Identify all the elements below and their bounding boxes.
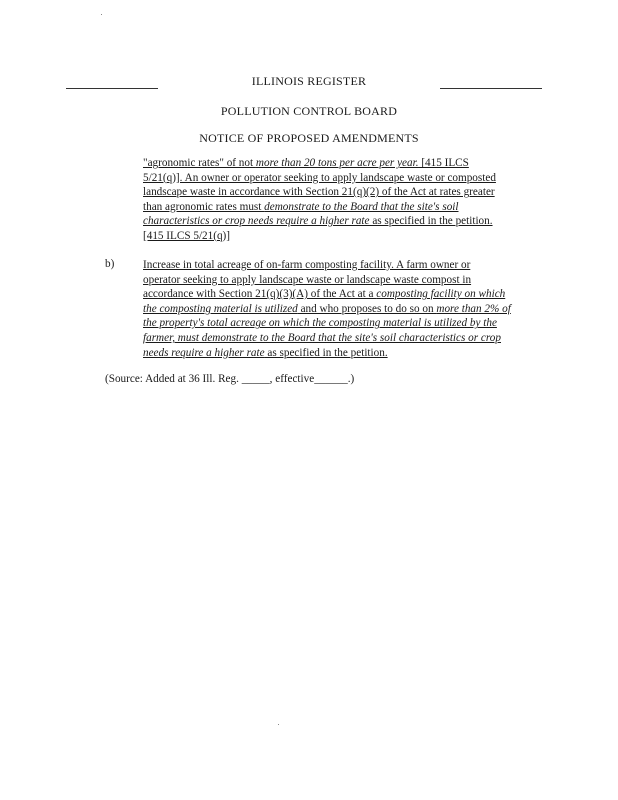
text-line — [143, 200, 543, 215]
source-citation: (Source: Added at 36 Ill. Reg. _____, effective______.) — [105, 373, 355, 385]
text-line: Increase in total acreage of on-farm composting facility. A farm owner or — [143, 259, 471, 271]
text-line — [143, 214, 543, 229]
register-title: ILLINOIS REGISTER — [251, 74, 367, 88]
text-run: needs require a higher rate — [143, 346, 265, 359]
text-run: composting facility on which — [376, 288, 506, 301]
scan-speck — [101, 14, 102, 15]
text-line — [143, 156, 543, 171]
text-run: the composting material is utilized — [143, 302, 298, 315]
text-line — [143, 346, 545, 361]
text-line: [415 ILCS 5/21(q)] — [143, 229, 231, 242]
text-line — [143, 287, 545, 302]
text-run: characteristics or crop needs require a higher rate — [143, 215, 370, 228]
text-run: than agronomic rates must — [143, 200, 265, 213]
text-run: and who proposes to do so on — [297, 302, 437, 315]
text-run: demonstrate to the Board that the site's soil — [264, 200, 459, 213]
text-line — [143, 302, 545, 317]
paragraph-b — [143, 258, 545, 360]
scan-speck — [278, 724, 279, 725]
board-title: POLLUTION CONTROL BOARD — [220, 104, 398, 118]
text-run: more than 20 tons per acre per year. — [255, 157, 419, 169]
paragraph-a-continued — [143, 156, 543, 244]
text-run: "agronomic rates" of not — [143, 157, 256, 169]
text-run: as specified in the petition. — [264, 346, 388, 359]
text-line: landscape waste in accordance with Section 21(q)(2) of the Act at rates greater — [143, 186, 495, 199]
text-run: accordance with Section 21(q)(3)(A) of the Act at a — [143, 288, 377, 301]
text-line: farmer, must demonstrate to the Board that the site's soil characteristics or crop — [143, 331, 501, 344]
text-line: the property's total acreage on which the composting material is utilized by the — [143, 317, 497, 330]
text-run: as specified in the petition. — [369, 215, 493, 228]
paragraph-b-label: b) — [105, 258, 115, 270]
text-run: [415 ILCS — [418, 157, 469, 169]
text-line: operator seeking to apply landscape waste or landscape waste compost in — [143, 273, 472, 286]
notice-title: NOTICE OF PROPOSED AMENDMENTS — [199, 131, 419, 145]
text-run: more than 2% of — [436, 302, 511, 315]
text-line: 5/21(q)]. An owner or operator seeking to apply landscape waste or composted — [143, 171, 496, 184]
